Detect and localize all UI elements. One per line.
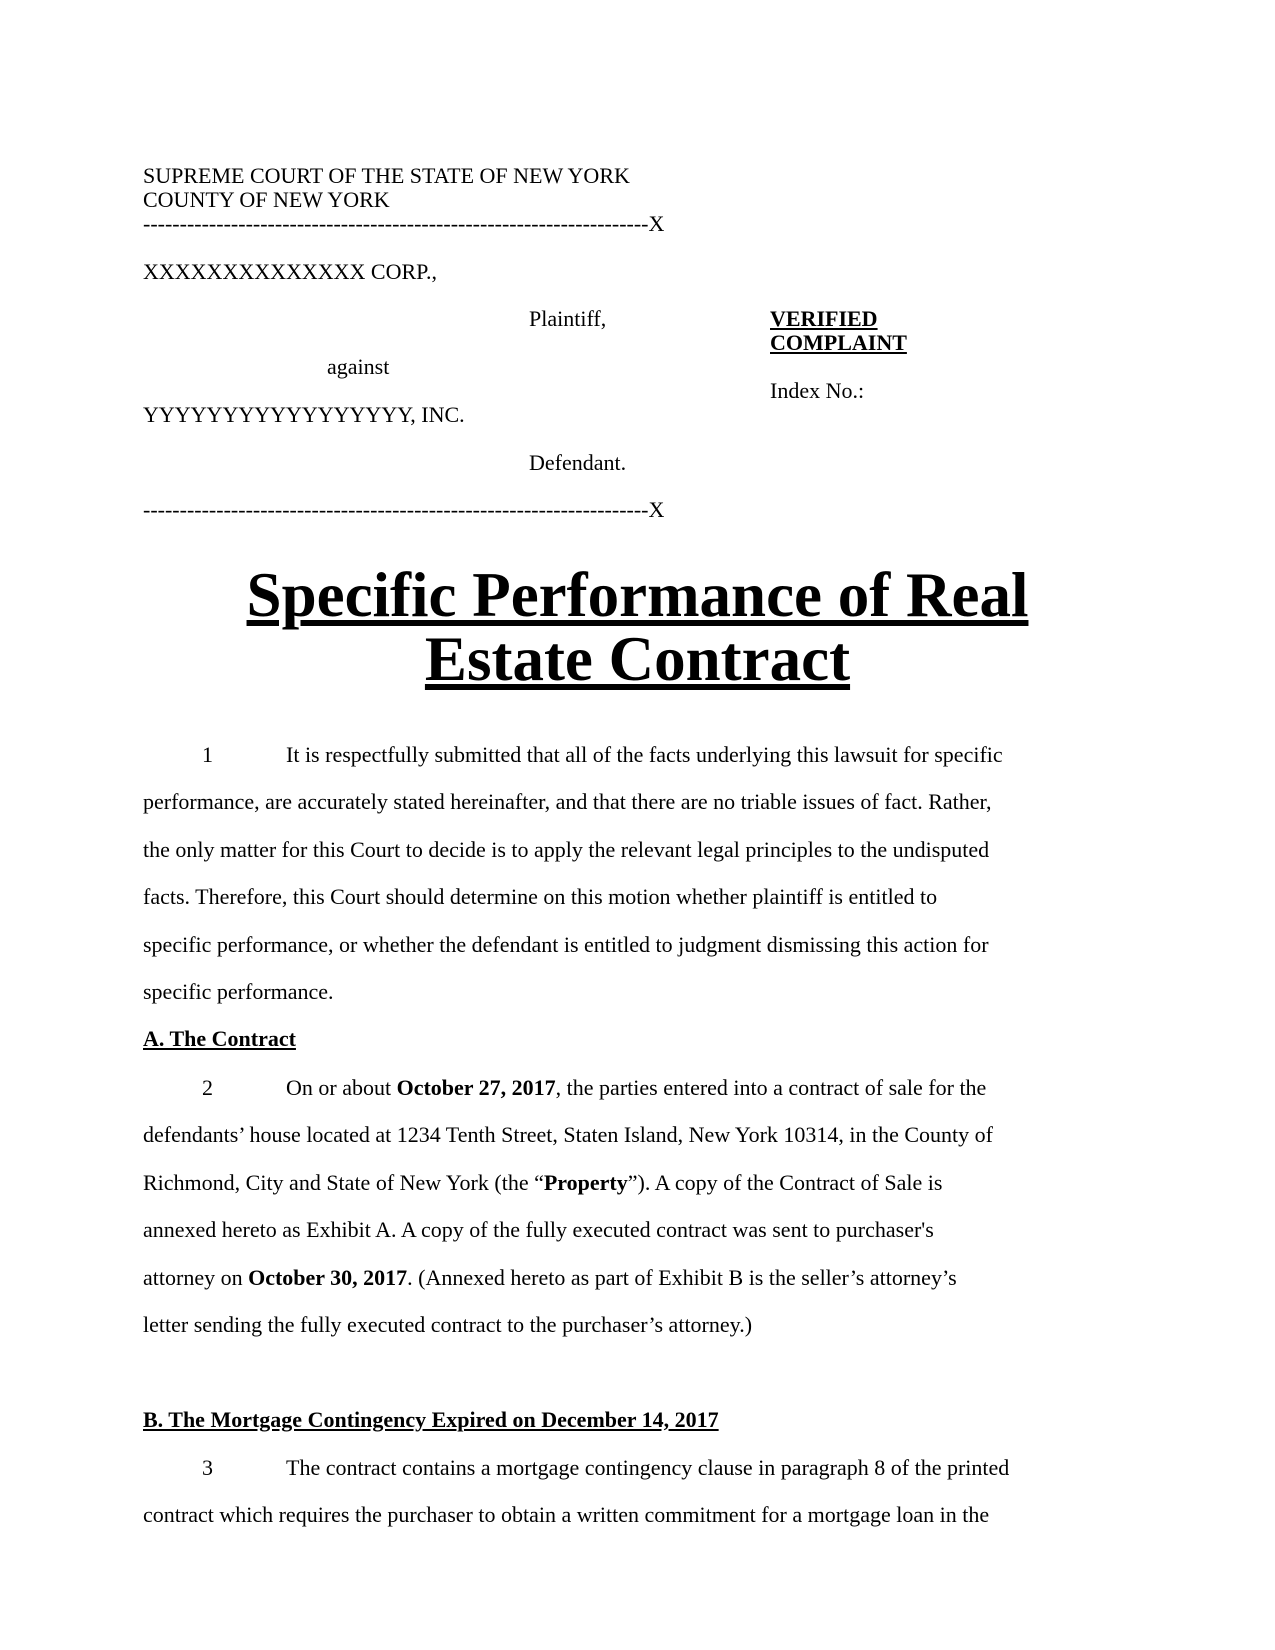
paragraph-text-line: The contract contains a mortgage contingency clause in paragraph 8 of the printed [286,1455,1010,1480]
text-run: attorney on [143,1265,249,1290]
text-run: . (Annexed hereto as part of Exhibit B is the seller’s attorney’s [407,1265,957,1290]
paragraph-text-line [286,1076,986,1100]
plaintiff-name: XXXXXXXXXXXXXX CORP., [143,259,437,284]
court-name: SUPREME COURT OF THE STATE OF NEW YORK [143,163,630,188]
defendant-role: Defendant. [529,450,627,475]
caption-divider-bottom: ---------------------------------------------------------------------X [143,497,665,522]
against-label: against [327,354,390,379]
index-number: Index No.: [770,378,865,403]
section-heading-mortgage-contingency: B. The Mortgage Contingency Expired on December 14, 2017 [143,1407,719,1432]
page-title-line1: Specific Performance of Real [246,560,1029,630]
paragraph-text-line: specific performance. [143,979,334,1004]
text-run: Richmond, City and State of New York (the “ [143,1170,544,1195]
page-title-line2: Estate Contract [424,624,851,694]
document-type-line2: COMPLAINT [770,330,907,355]
caption-divider-top: ---------------------------------------------------------------------X [143,211,665,236]
document-type-line1: VERIFIED [770,306,878,331]
plaintiff-role: Plaintiff, [529,306,607,331]
paragraph-text-line: defendants’ house located at 1234 Tenth Street, Staten Island, New York 10314, in the County of [143,1122,993,1147]
section-heading-contract: A. The Contract [143,1026,296,1051]
paragraph-number: 1 [202,742,213,767]
paragraph-text-line: facts. Therefore, this Court should determine on this motion whether plaintiff is entitled to [143,884,938,909]
defendant-name: YYYYYYYYYYYYYYYYY, INC. [143,402,465,427]
paragraph-text-line [143,1266,957,1290]
paragraph-number: 2 [202,1075,213,1100]
defined-term-property: Property [543,1170,628,1195]
paragraph-text-line: contract which requires the purchaser to obtain a written commitment for a mortgage loan in the [143,1502,990,1527]
paragraph-number: 3 [202,1455,213,1480]
paragraph-text-line: It is respectfully submitted that all of the facts underlying this lawsuit for specific [286,742,1003,767]
paragraph-text-line [143,1171,942,1195]
paragraph-text-line: performance, are accurately stated hereinafter, and that there are no triable issues of fact. Rather, [143,789,992,814]
paragraph-text-line: specific performance, or whether the defendant is entitled to judgment dismissing this action for [143,932,989,957]
text-run: ”). A copy of the Contract of Sale is [627,1170,943,1195]
county-name: COUNTY OF NEW YORK [143,187,390,212]
paragraph-text-line: annexed hereto as Exhibit A. A copy of the fully executed contract was sent to purchaser's [143,1217,934,1242]
date-contract: October 27, 2017 [396,1075,556,1100]
text-run: On or about [286,1075,397,1100]
text-run: , the parties entered into a contract of sale for the [555,1075,987,1100]
paragraph-text-line: the only matter for this Court to decide is to apply the relevant legal principles to the undisputed [143,837,990,862]
date-sent: October 30, 2017 [248,1265,408,1290]
paragraph-text-line: letter sending the fully executed contract to the purchaser’s attorney.) [143,1312,753,1337]
